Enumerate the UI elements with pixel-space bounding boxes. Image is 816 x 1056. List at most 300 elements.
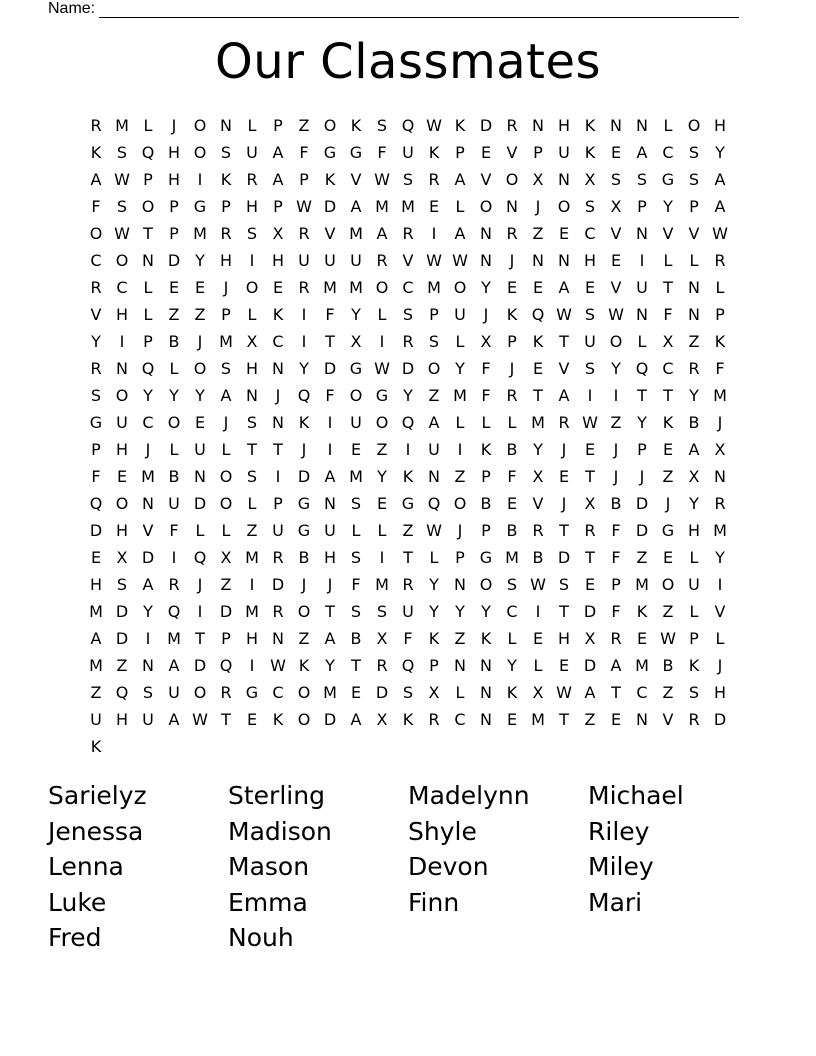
- grid-letter: R: [506, 224, 518, 243]
- grid-letter: T: [611, 683, 621, 702]
- grid-letter: S: [584, 359, 596, 378]
- grid-letter: A: [584, 683, 596, 702]
- grid-letter: Y: [377, 467, 387, 486]
- grid-letter: L: [663, 251, 673, 270]
- grid-letter: I: [275, 467, 281, 486]
- grid-letter: S: [350, 548, 362, 567]
- grid-letter: K: [506, 305, 518, 324]
- grid-letter: Q: [427, 494, 441, 513]
- grid-letter: W: [374, 170, 390, 189]
- grid-letter: E: [194, 413, 206, 432]
- word-bank-item: Lenna: [48, 852, 124, 881]
- grid-letter: K: [90, 737, 102, 756]
- grid-letter: H: [557, 116, 571, 135]
- grid-letter: J: [301, 440, 307, 459]
- grid-letter: M: [245, 548, 259, 567]
- grid-letter: B: [350, 629, 362, 648]
- grid-letter: N: [480, 251, 492, 270]
- word-bank-item: Mari: [588, 887, 643, 917]
- grid-letter: E: [168, 278, 180, 297]
- grid-letter: Y: [455, 602, 465, 621]
- grid-letter: M: [427, 278, 441, 297]
- word-bank-item: Madison: [228, 816, 332, 846]
- grid-letter: O: [687, 116, 701, 135]
- grid-letter: F: [91, 467, 101, 486]
- grid-letter: F: [325, 386, 335, 405]
- grid-letter: L: [377, 305, 387, 324]
- grid-letter: P: [481, 467, 491, 486]
- grid-letter: R: [714, 494, 726, 513]
- grid-letter: U: [350, 251, 362, 270]
- grid-letter: L: [481, 413, 491, 432]
- grid-letter: J: [145, 440, 151, 459]
- grid-letter: I: [587, 386, 593, 405]
- grid-letter: U: [558, 143, 570, 162]
- grid-letter: O: [89, 224, 103, 243]
- grid-letter: D: [479, 116, 493, 135]
- grid-letter: A: [610, 656, 622, 675]
- grid-letter: O: [453, 278, 467, 297]
- grid-letter: B: [480, 494, 492, 513]
- grid-letter: M: [323, 278, 337, 297]
- grid-letter: Q: [167, 602, 181, 621]
- grid-letter: D: [271, 575, 285, 594]
- word-bank-item: Emma: [228, 887, 308, 917]
- grid-letter: F: [169, 521, 179, 540]
- grid-letter: A: [324, 629, 336, 648]
- grid-letter: B: [662, 656, 674, 675]
- grid-letter: N: [636, 710, 648, 729]
- grid-letter: Y: [143, 386, 153, 405]
- grid-letter: N: [480, 710, 492, 729]
- grid-letter: T: [559, 602, 569, 621]
- grid-letter: N: [558, 251, 570, 270]
- grid-letter: F: [715, 359, 725, 378]
- grid-letter: V: [142, 521, 154, 540]
- grid-letter: F: [663, 305, 673, 324]
- grid-letter: N: [688, 278, 700, 297]
- grid-letter: Y: [403, 386, 413, 405]
- grid-letter: T: [559, 332, 569, 351]
- grid-letter: Z: [220, 575, 232, 594]
- grid-letter: X: [688, 467, 700, 486]
- grid-letter: L: [247, 494, 257, 513]
- grid-letter: T: [403, 548, 413, 567]
- grid-letter: V: [480, 170, 492, 189]
- grid-letter: H: [167, 143, 181, 162]
- grid-letter: Y: [143, 602, 153, 621]
- grid-letter: I: [457, 440, 463, 459]
- grid-letter: O: [427, 359, 441, 378]
- grid-letter: N: [610, 116, 622, 135]
- grid-letter: I: [379, 332, 385, 351]
- grid-letter: H: [245, 197, 259, 216]
- word-bank-item: Michael: [588, 781, 684, 810]
- grid-letter: H: [115, 521, 129, 540]
- grid-letter: K: [90, 143, 102, 162]
- grid-letter: V: [506, 143, 518, 162]
- grid-letter: H: [271, 251, 285, 270]
- grid-letter: C: [584, 224, 596, 243]
- grid-letter: M: [375, 197, 389, 216]
- grid-letter: W: [556, 305, 572, 324]
- grid-letter: Q: [297, 386, 311, 405]
- grid-letter: G: [193, 197, 207, 216]
- grid-letter: L: [533, 656, 543, 675]
- grid-letter: Y: [689, 494, 699, 513]
- grid-letter: X: [272, 224, 284, 243]
- grid-letter: P: [429, 656, 439, 675]
- grid-letter: N: [532, 116, 544, 135]
- grid-letter: N: [480, 683, 492, 702]
- grid-letter: A: [168, 656, 180, 675]
- grid-letter: J: [171, 116, 177, 135]
- grid-letter: E: [506, 710, 518, 729]
- grid-letter: P: [299, 170, 309, 189]
- grid-letter: Z: [454, 467, 466, 486]
- grid-letter: M: [89, 602, 103, 621]
- grid-letter: X: [584, 494, 596, 513]
- grid-letter: E: [246, 710, 258, 729]
- grid-letter: Q: [219, 656, 233, 675]
- grid-letter: R: [532, 521, 544, 540]
- grid-letter: R: [90, 116, 102, 135]
- grid-letter: F: [325, 305, 335, 324]
- grid-letter: S: [636, 170, 648, 189]
- grid-letter: K: [480, 629, 492, 648]
- grid-letter: P: [689, 197, 699, 216]
- grid-letter: O: [141, 197, 155, 216]
- grid-letter: F: [611, 602, 621, 621]
- grid-letter: P: [455, 548, 465, 567]
- grid-letter: A: [272, 170, 284, 189]
- grid-letter: Y: [195, 251, 205, 270]
- grid-letter: S: [116, 197, 128, 216]
- grid-letter: V: [714, 602, 726, 621]
- grid-letter: Z: [454, 629, 466, 648]
- grid-letter: Z: [662, 467, 674, 486]
- grid-letter: S: [584, 197, 596, 216]
- grid-letter: O: [193, 359, 207, 378]
- grid-letter: O: [661, 575, 675, 594]
- grid-letter: D: [115, 629, 129, 648]
- grid-letter: F: [377, 143, 387, 162]
- grid-letter: E: [350, 440, 362, 459]
- grid-letter: W: [556, 683, 572, 702]
- grid-letter: L: [169, 359, 179, 378]
- grid-letter: J: [717, 413, 723, 432]
- grid-letter: G: [661, 170, 675, 189]
- grid-letter: T: [585, 467, 595, 486]
- grid-letter: U: [584, 332, 596, 351]
- grid-letter: K: [298, 656, 310, 675]
- word-bank-item: Riley: [588, 816, 650, 846]
- grid-letter: W: [426, 251, 442, 270]
- grid-letter: M: [375, 575, 389, 594]
- grid-letter: P: [169, 197, 179, 216]
- grid-letter: P: [273, 494, 283, 513]
- grid-letter: N: [558, 170, 570, 189]
- grid-letter: M: [505, 548, 519, 567]
- grid-letter: R: [272, 548, 284, 567]
- grid-letter: W: [374, 359, 390, 378]
- grid-letter: M: [167, 629, 181, 648]
- grid-letter: Y: [481, 602, 491, 621]
- grid-letter: Z: [116, 656, 128, 675]
- grid-letter: C: [272, 332, 284, 351]
- grid-letter: U: [246, 143, 258, 162]
- grid-letter: O: [193, 116, 207, 135]
- grid-letter: M: [349, 224, 363, 243]
- grid-letter: K: [402, 710, 414, 729]
- grid-letter: S: [246, 413, 258, 432]
- word-bank-item: Jenessa: [48, 816, 144, 846]
- grid-letter: R: [90, 359, 102, 378]
- grid-letter: S: [376, 602, 388, 621]
- grid-letter: R: [584, 521, 596, 540]
- grid-letter: L: [715, 278, 725, 297]
- grid-letter: R: [246, 170, 258, 189]
- grid-letter: O: [479, 575, 493, 594]
- grid-letter: Y: [715, 548, 725, 567]
- grid-letter: P: [611, 575, 621, 594]
- grid-letter: J: [717, 656, 723, 675]
- grid-letter: L: [663, 116, 673, 135]
- grid-letter: V: [532, 494, 544, 513]
- grid-letter: R: [610, 629, 622, 648]
- grid-letter: W: [270, 656, 286, 675]
- word-bank-item: Nouh: [228, 923, 294, 952]
- grid-letter: K: [350, 116, 362, 135]
- grid-letter: A: [688, 440, 700, 459]
- grid-letter: S: [402, 683, 414, 702]
- letter-grid: [83, 112, 735, 760]
- grid-letter: R: [220, 224, 232, 243]
- grid-letter: Y: [533, 440, 543, 459]
- grid-letter: D: [401, 359, 415, 378]
- grid-letter: J: [561, 494, 567, 513]
- grid-letter: Q: [401, 656, 415, 675]
- grid-letter: W: [296, 197, 312, 216]
- grid-letter: D: [141, 548, 155, 567]
- grid-letter: J: [301, 575, 307, 594]
- grid-letter: R: [506, 116, 518, 135]
- word-bank-item: Fred: [48, 923, 102, 952]
- grid-letter: W: [608, 305, 624, 324]
- grid-letter: E: [506, 278, 518, 297]
- grid-letter: I: [301, 305, 307, 324]
- grid-letter: F: [351, 575, 361, 594]
- grid-letter: I: [379, 548, 385, 567]
- grid-letter: L: [637, 332, 647, 351]
- grid-letter: J: [561, 440, 567, 459]
- word-bank-item: Madelynn: [408, 781, 530, 810]
- grid-letter: S: [558, 575, 570, 594]
- grid-letter: B: [506, 440, 518, 459]
- grid-letter: A: [324, 467, 336, 486]
- grid-letter: Z: [298, 116, 310, 135]
- grid-letter: P: [169, 224, 179, 243]
- grid-letter: N: [142, 251, 154, 270]
- grid-letter: W: [530, 575, 546, 594]
- grid-letter: O: [115, 386, 129, 405]
- grid-letter: W: [426, 521, 442, 540]
- grid-letter: E: [584, 575, 596, 594]
- grid-letter: C: [90, 251, 102, 270]
- grid-letter: O: [479, 197, 493, 216]
- grid-letter: A: [454, 170, 466, 189]
- grid-letter: B: [532, 548, 544, 567]
- grid-letter: Z: [584, 710, 596, 729]
- grid-letter: T: [585, 548, 595, 567]
- grid-letter: J: [457, 521, 463, 540]
- grid-letter: N: [480, 656, 492, 675]
- grid-letter: R: [402, 332, 414, 351]
- grid-letter: J: [275, 386, 281, 405]
- grid-letter: Z: [402, 521, 414, 540]
- grid-letter: A: [142, 575, 154, 594]
- grid-letter: E: [558, 467, 570, 486]
- grid-letter: F: [403, 629, 413, 648]
- grid-letter: S: [584, 305, 596, 324]
- grid-letter: P: [637, 440, 647, 459]
- grid-letter: P: [481, 521, 491, 540]
- grid-letter: Q: [141, 359, 155, 378]
- grid-letter: H: [687, 521, 701, 540]
- grid-letter: R: [90, 278, 102, 297]
- grid-letter: A: [90, 629, 102, 648]
- name-blank-line[interactable]: [99, 3, 739, 18]
- grid-letter: E: [558, 656, 570, 675]
- word-bank-item: Sarielyz: [48, 781, 147, 810]
- grid-letter: Q: [401, 413, 415, 432]
- grid-letter: G: [401, 494, 415, 513]
- grid-letter: O: [349, 386, 363, 405]
- grid-letter: X: [376, 710, 388, 729]
- grid-letter: R: [220, 683, 232, 702]
- grid-letter: K: [584, 143, 596, 162]
- grid-letter: M: [141, 467, 155, 486]
- grid-letter: E: [116, 467, 128, 486]
- grid-letter: R: [402, 224, 414, 243]
- grid-letter: F: [611, 548, 621, 567]
- grid-letter: Y: [429, 575, 439, 594]
- grid-letter: N: [324, 494, 336, 513]
- page-title: Our Classmates: [214, 34, 601, 90]
- grid-letter: G: [297, 494, 311, 513]
- grid-letter: C: [454, 710, 466, 729]
- grid-letter: R: [714, 251, 726, 270]
- word-bank-item: Luke: [48, 887, 107, 917]
- grid-letter: L: [689, 251, 699, 270]
- grid-letter: Y: [169, 386, 179, 405]
- grid-letter: P: [273, 116, 283, 135]
- grid-letter: M: [713, 386, 727, 405]
- grid-letter: D: [115, 602, 129, 621]
- grid-letter: W: [582, 413, 598, 432]
- grid-letter: P: [143, 332, 153, 351]
- grid-letter: K: [480, 440, 492, 459]
- grid-letter: V: [688, 224, 700, 243]
- grid-letter: B: [298, 548, 310, 567]
- grid-letter: G: [349, 143, 363, 162]
- grid-letter: X: [220, 548, 232, 567]
- grid-letter: D: [323, 197, 337, 216]
- grid-letter: L: [351, 521, 361, 540]
- grid-letter: W: [712, 224, 728, 243]
- grid-letter: P: [273, 197, 283, 216]
- grid-letter: V: [90, 305, 102, 324]
- grid-letter: S: [350, 494, 362, 513]
- grid-letter: A: [350, 710, 362, 729]
- grid-letter: N: [454, 575, 466, 594]
- grid-letter: O: [375, 413, 389, 432]
- grid-letter: W: [660, 629, 676, 648]
- grid-letter: Z: [662, 683, 674, 702]
- grid-letter: S: [220, 143, 232, 162]
- name-field: [48, 0, 739, 18]
- grid-letter: T: [663, 278, 673, 297]
- grid-letter: N: [480, 224, 492, 243]
- grid-letter: M: [531, 710, 545, 729]
- grid-letter: U: [688, 575, 700, 594]
- grid-letter: A: [454, 224, 466, 243]
- grid-letter: L: [715, 629, 725, 648]
- grid-letter: A: [558, 386, 570, 405]
- grid-letter: Y: [455, 359, 465, 378]
- grid-letter: C: [142, 413, 154, 432]
- grid-letter: Z: [662, 602, 674, 621]
- grid-letter: N: [142, 656, 154, 675]
- grid-letter: Y: [429, 602, 439, 621]
- grid-letter: Z: [194, 305, 206, 324]
- grid-letter: K: [584, 116, 596, 135]
- grid-letter: S: [688, 170, 700, 189]
- grid-letter: Q: [115, 683, 129, 702]
- grid-letter: M: [349, 467, 363, 486]
- grid-letter: U: [324, 251, 336, 270]
- grid-letter: N: [532, 251, 544, 270]
- grid-letter: J: [535, 197, 541, 216]
- grid-letter: K: [402, 467, 414, 486]
- grid-letter: H: [167, 170, 181, 189]
- grid-letter: P: [637, 197, 647, 216]
- grid-letter: O: [297, 683, 311, 702]
- grid-letter: W: [192, 710, 208, 729]
- grid-letter: O: [297, 602, 311, 621]
- grid-letter: J: [613, 440, 619, 459]
- grid-letter: S: [402, 170, 414, 189]
- grid-letter: T: [143, 224, 153, 243]
- grid-letter: E: [194, 278, 206, 297]
- grid-letter: O: [505, 170, 519, 189]
- grid-letter: X: [246, 332, 258, 351]
- grid-letter: D: [297, 467, 311, 486]
- grid-letter: H: [245, 629, 259, 648]
- grid-letter: A: [220, 386, 232, 405]
- grid-letter: M: [193, 224, 207, 243]
- word-bank-item: Mason: [228, 852, 310, 881]
- grid-letter: I: [717, 575, 723, 594]
- grid-letter: D: [193, 494, 207, 513]
- grid-letter: P: [91, 440, 101, 459]
- grid-letter: J: [613, 467, 619, 486]
- grid-letter: I: [639, 251, 645, 270]
- grid-letter: X: [116, 548, 128, 567]
- grid-letter: N: [272, 629, 284, 648]
- grid-letter: J: [197, 575, 203, 594]
- grid-letter: Z: [428, 386, 440, 405]
